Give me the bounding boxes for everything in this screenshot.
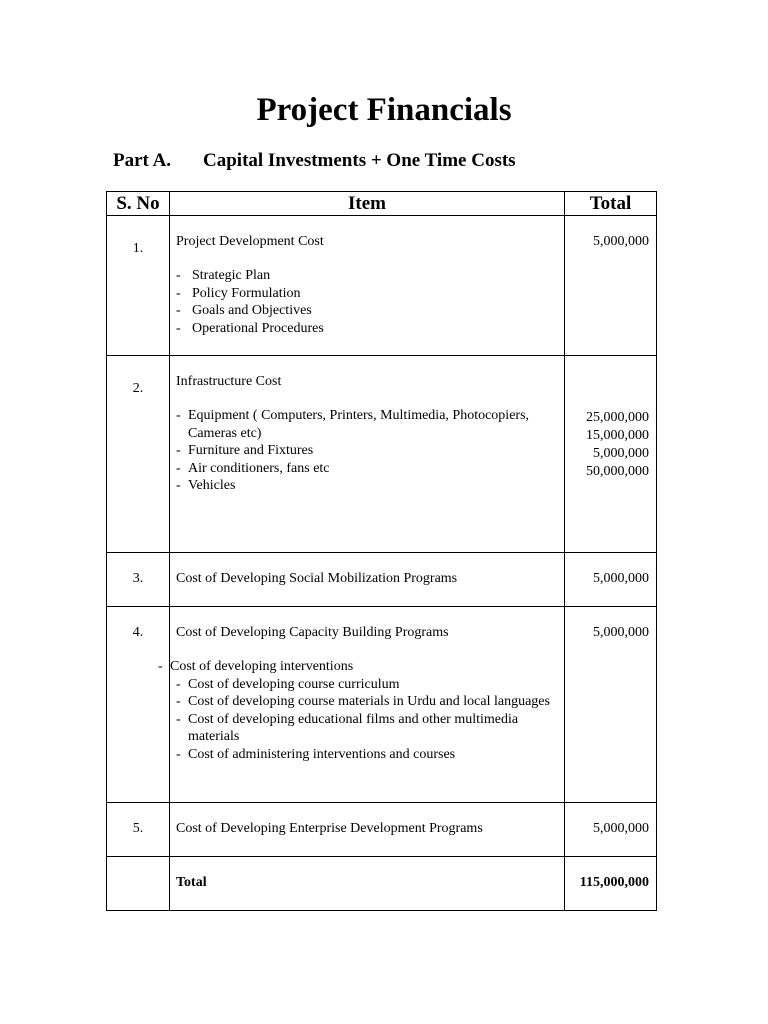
row-total: 5,000,000 bbox=[565, 216, 657, 356]
total-label: Total bbox=[170, 857, 565, 911]
subtotal: 15,000,000 bbox=[586, 428, 649, 443]
row-item bbox=[170, 356, 565, 553]
grand-total: 115,000,000 bbox=[565, 857, 657, 911]
item-title: Cost of Developing Capacity Building Programs bbox=[176, 625, 449, 640]
row-total: 5,000,000 bbox=[565, 607, 657, 803]
subitem-list bbox=[158, 658, 558, 763]
total-row bbox=[107, 857, 657, 911]
total-sno bbox=[107, 857, 170, 911]
subitem: - Goals and Objectives bbox=[176, 303, 312, 318]
table-header-row bbox=[107, 192, 657, 216]
subitem-list bbox=[176, 267, 558, 337]
subitem: - Vehicles bbox=[176, 478, 236, 493]
item-title: Project Development Cost bbox=[176, 234, 324, 249]
row-item bbox=[170, 803, 565, 857]
subitem: - Equipment ( Computers, Printers, Multimedia, Photocopiers, Cameras etc) bbox=[176, 408, 530, 441]
row-sno: 3. bbox=[107, 553, 170, 607]
subitem: - Cost of developing interventions bbox=[158, 659, 354, 674]
row-total bbox=[565, 356, 657, 553]
row-sno: 5. bbox=[107, 803, 170, 857]
subitem: - Cost of developing course curriculum bbox=[176, 676, 400, 692]
item-title: Cost of Developing Enterprise Development Programs bbox=[176, 821, 483, 836]
subtotal: 25,000,000 bbox=[586, 410, 649, 425]
financials-table bbox=[106, 191, 657, 911]
subitem: - Cost of developing educational films and other multimedia materials bbox=[176, 711, 519, 744]
row-total: 5,000,000 bbox=[565, 803, 657, 857]
subitem: - Furniture and Fixtures bbox=[176, 443, 314, 458]
table-row bbox=[107, 607, 657, 803]
part-label: Part A. bbox=[113, 150, 172, 171]
subitem: - Air conditioners, fans etc bbox=[176, 460, 330, 476]
part-title: Capital Investments + One Time Costs bbox=[203, 150, 516, 171]
subitem: - Policy Formulation bbox=[176, 285, 301, 301]
subtotal: 5,000,000 bbox=[593, 446, 649, 461]
subtotal: 50,000,000 bbox=[586, 464, 649, 479]
subitem-list bbox=[176, 407, 558, 495]
part-heading bbox=[113, 150, 516, 172]
header-total: Total bbox=[565, 192, 657, 216]
item-title: Infrastructure Cost bbox=[176, 374, 282, 389]
header-sno: S. No bbox=[107, 192, 170, 216]
row-item bbox=[170, 216, 565, 356]
table-row bbox=[107, 553, 657, 607]
subitem: - Cost of administering interventions and courses bbox=[176, 746, 456, 762]
table-row bbox=[107, 216, 657, 356]
table-row bbox=[107, 803, 657, 857]
subtotal-list bbox=[565, 409, 649, 481]
header-item: Item bbox=[170, 192, 565, 216]
row-item bbox=[170, 553, 565, 607]
row-item bbox=[158, 607, 565, 803]
row-sno: 1. bbox=[107, 216, 170, 356]
table-row bbox=[107, 356, 657, 553]
page-title: Project Financials bbox=[256, 92, 512, 128]
item-title: Cost of Developing Social Mobilization Programs bbox=[176, 571, 458, 586]
subitem: - Cost of developing course materials in Urdu and local languages bbox=[176, 694, 550, 709]
row-total: 5,000,000 bbox=[565, 553, 657, 607]
subitem: - Strategic Plan bbox=[176, 268, 271, 283]
subitem: - Operational Procedures bbox=[176, 320, 324, 336]
row-sno: 4. bbox=[107, 607, 170, 803]
row-sno: 2. bbox=[107, 356, 170, 553]
